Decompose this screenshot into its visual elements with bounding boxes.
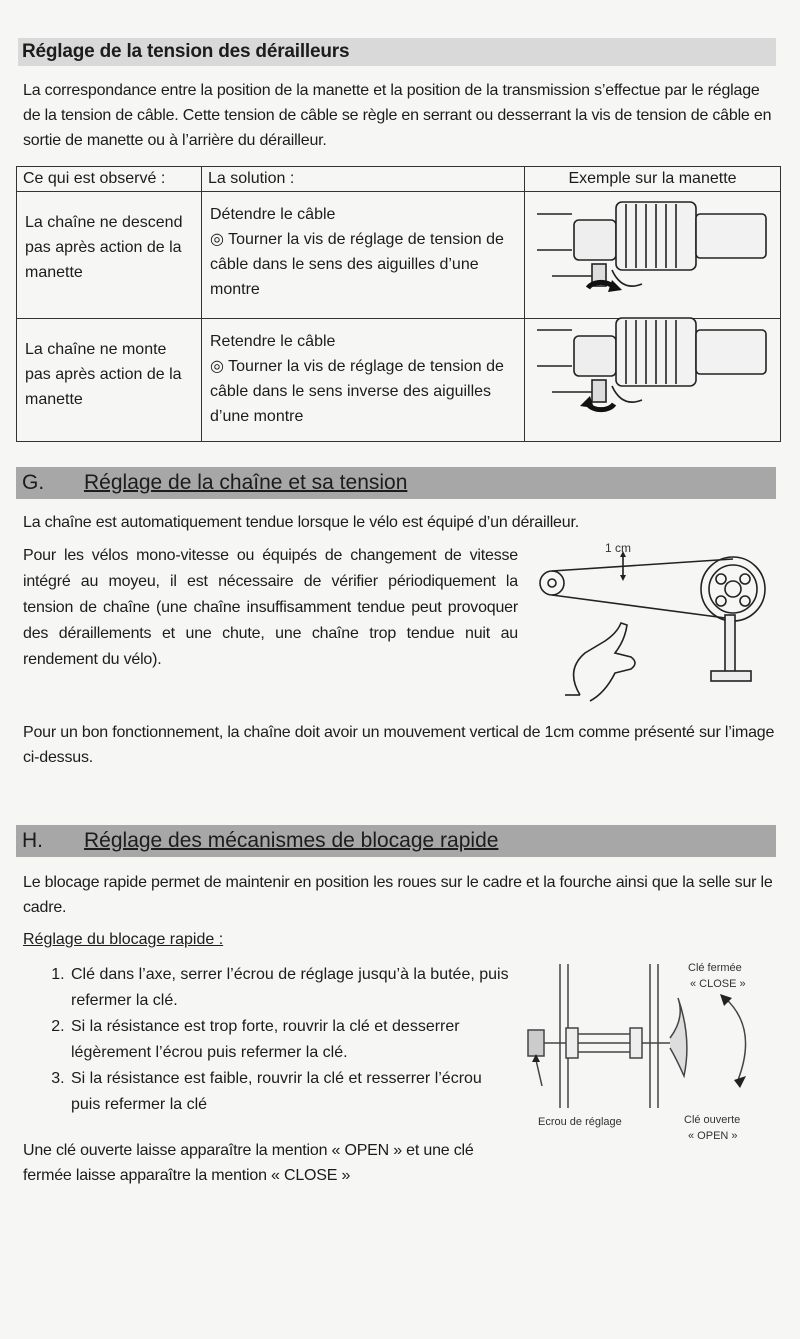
section-header-h [16, 825, 776, 857]
shifter-clockwise-illustration [532, 192, 777, 300]
observed-cell: La chaîne ne descend pas après action de la manette [17, 192, 202, 319]
open-label-mention: « OPEN » [688, 1130, 738, 1142]
adjusting-nut-label: Ecrou de réglage [538, 1116, 622, 1128]
solution-title: Détendre le câble [210, 206, 336, 223]
target-bullet-icon: ◎ [210, 231, 224, 248]
section-header-g [16, 467, 776, 499]
chain-vertical-movement-paragraph: Pour un bon fonctionnement, la chaîne doit avoir un mouvement vertical de 1cm comme présenté sur l’image ci-dessus. [23, 724, 775, 766]
section-letter: G. [22, 471, 45, 494]
closed-label-mention: « CLOSE » [690, 978, 746, 990]
solution-cell [202, 192, 525, 319]
list-item: 3. Si la résistance est faible, rouvrir la clé et resserrer l’écrou puis refermer la clé [69, 1066, 513, 1118]
chain-tension-paragraph: Pour les vélos mono-vitesse ou équipés de changement de vitesse intégré au moyeu, il est nécessaire de vérifier périodiquement la tension de chaîne (une chaîne insuffisamment tendue peut provoquer des déraillements et une chute, une chaîne trop tendue nuit au rendement du vélo). [23, 547, 518, 668]
col-header-solution: La solution : [202, 167, 525, 192]
section-title: Réglage de la chaîne et sa tension [84, 471, 408, 494]
solution-detail [210, 227, 518, 302]
solution-title: Retendre le câble [210, 333, 336, 350]
solution-cell [202, 319, 525, 442]
target-bullet-icon: ◎ [210, 358, 224, 375]
solution-detail-text: Tourner la vis de réglage de tension de câble dans le sens des aiguilles d’une montre [210, 231, 504, 298]
section-letter: H. [22, 829, 43, 852]
chain-tension-illustration [535, 541, 790, 710]
quick-release-intro-paragraph: Le blocage rapide permet de maintenir en position les roues sur le cadre et la fourche ainsi que la selle sur le cadre. [23, 874, 773, 916]
open-close-paragraph: Une clé ouverte laisse apparaître la mention « OPEN » et une clé fermée laisse apparaître la mention « CLOSE » [23, 1142, 474, 1184]
open-label: Clé ouverte [684, 1114, 741, 1126]
section-title: Réglage des mécanismes de blocage rapide [84, 829, 499, 852]
one-cm-label: 1 cm [605, 541, 632, 555]
table-header-row [17, 167, 781, 192]
derailleur-intro-paragraph: La correspondance entre la position de la manette et la position de la transmission s’effectue par le réglage de la tension de câble. Cette tension de câble se règle en serrant ou desserrant la vis de tension de câble en sortie de manette ou à l’arrière du dérailleur. [23, 82, 772, 149]
chain-auto-tension-paragraph: La chaîne est automatiquement tendue lorsque le vélo est équipé d’un dérailleur. [23, 514, 579, 531]
col-header-observed: Ce qui est observé : [17, 167, 202, 192]
list-item: 2. Si la résistance est trop forte, rouvrir la clé et desserrer légèrement l’écrou puis refermer la clé. [69, 1014, 513, 1066]
observed-cell: La chaîne ne monte pas après action de la manette [17, 319, 202, 442]
list-item: 1. Clé dans l’axe, serrer l’écrou de réglage jusqu’à la butée, puis refermer la clé. [69, 962, 513, 1014]
solution-detail [210, 354, 518, 429]
quick-release-steps [23, 962, 513, 1118]
col-header-example: Exemple sur la manette [525, 167, 781, 192]
closed-label: Clé fermée [688, 962, 742, 974]
section-title-derailleur-tension: Réglage de la tension des dérailleurs [18, 38, 776, 66]
quick-release-subtitle: Réglage du blocage rapide : [23, 931, 224, 948]
shifter-counterclockwise-illustration [532, 308, 777, 416]
quick-release-illustration [520, 958, 792, 1158]
solution-detail-text: Tourner la vis de réglage de tension de câble dans le sens inverse des aiguilles d’une montre [210, 358, 504, 425]
